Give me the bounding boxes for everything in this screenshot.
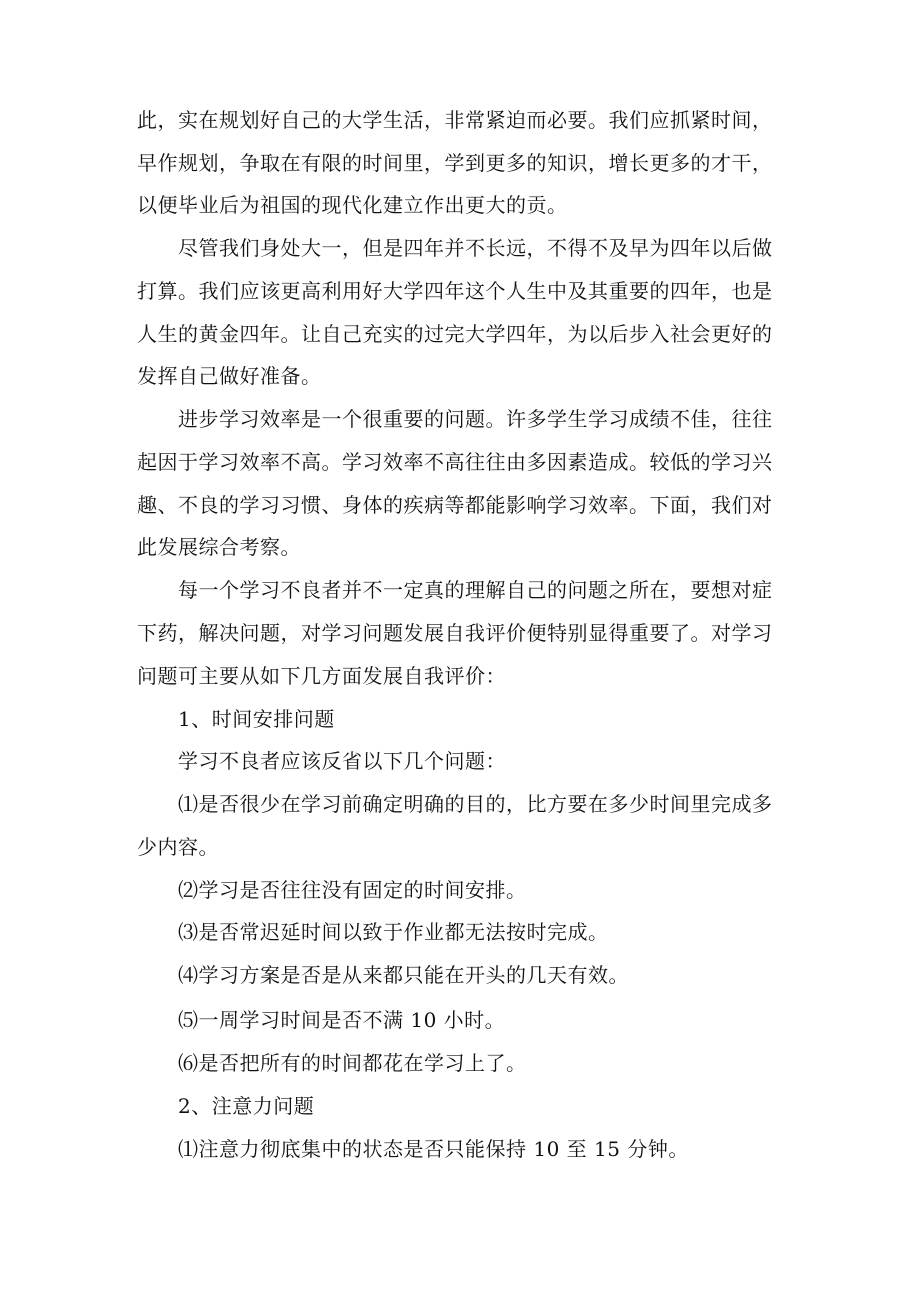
paragraph-line: 趣、不良的学习习惯、身体的疾病等都能影响学习效率。下面，我们对 bbox=[137, 493, 773, 517]
paragraph-line: 尽管我们身处大一，但是四年并不长远，不得不及早为四年以后做 bbox=[178, 236, 773, 260]
paragraph-line: 以便毕业后为祖国的现代化建立作出更大的贡。 bbox=[137, 193, 568, 217]
paragraph-line: 人生的黄金四年。让自己充实的过完大学四年，为以后步入社会更好的 bbox=[137, 322, 773, 346]
paragraph-line: 此发展综合考察。 bbox=[137, 535, 301, 559]
list-item: ⑷学习方案是否是从来都只能在开头的几天有效。 bbox=[178, 963, 629, 987]
list-item: ⑹是否把所有的时间都花在学习上了。 bbox=[178, 1051, 527, 1075]
paragraph-line: 进步学习效率是一个很重要的问题。许多学生学习成绩不佳，往往 bbox=[178, 407, 773, 431]
paragraph-line: 打算。我们应该更高利用好大学四年这个人生中及其重要的四年，也是 bbox=[137, 279, 773, 303]
section-heading: 2、注意力问题 bbox=[178, 1094, 315, 1118]
section-heading: 1、时间安排问题 bbox=[178, 707, 335, 731]
paragraph-line: 下药，解决问题，对学习问题发展自我评价便特别显得重要了。对学习 bbox=[137, 621, 773, 645]
list-item: ⑴注意力彻底集中的状态是否只能保持 10 至 15 分钟。 bbox=[178, 1137, 689, 1161]
list-item-continuation: 少内容。 bbox=[137, 835, 219, 859]
list-item: ⑵学习是否往往没有固定的时间安排。 bbox=[178, 878, 527, 902]
paragraph-line: 此，实在规划好自己的大学生活，非常紧迫而必要。我们应抓紧时间， bbox=[137, 108, 773, 132]
paragraph-line: 发挥自己做好准备。 bbox=[137, 364, 322, 388]
list-item: ⑸一周学习时间是否不满 10 小时。 bbox=[178, 1008, 506, 1032]
paragraph-line: 早作规划，争取在有限的时间里，学到更多的知识，增长更多的才干， bbox=[137, 151, 773, 175]
section-intro: 学习不良者应该反省以下几个问题： bbox=[178, 749, 506, 773]
list-item: ⑶是否常迟延时间以致于作业都无法按时完成。 bbox=[178, 920, 609, 944]
paragraph-line: 问题可主要从如下几方面发展自我评价： bbox=[137, 664, 506, 688]
paragraph-line: 每一个学习不良者并不一定真的理解自己的问题之所在，要想对症 bbox=[178, 578, 773, 602]
paragraph-line: 起因于学习效率不高。学习效率不高往往由多因素造成。较低的学习兴 bbox=[137, 450, 773, 474]
list-item: ⑴是否很少在学习前确定明确的目的，比方要在多少时间里完成多 bbox=[178, 792, 773, 816]
